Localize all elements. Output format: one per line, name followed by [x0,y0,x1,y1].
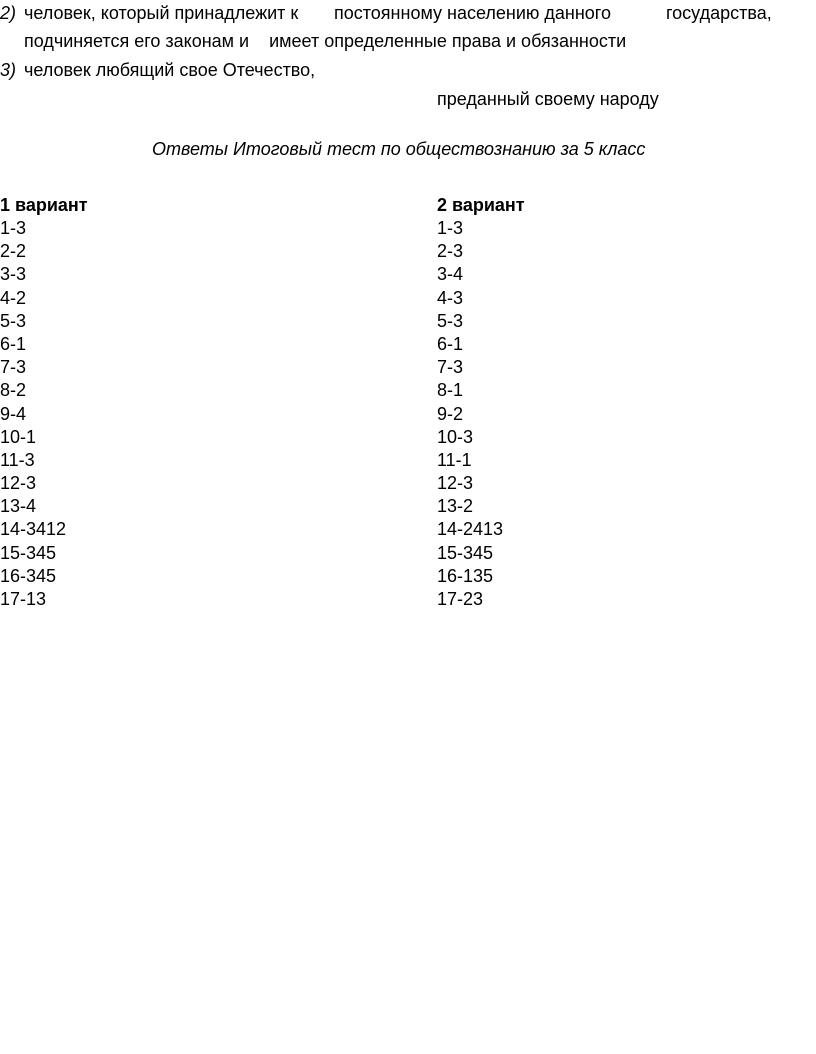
variant-1-answer: 17-13 [0,589,47,609]
variant-1-answer: 5-3 [0,310,27,331]
variant-1-answer: 3-3 [0,264,27,285]
answers-heading: Ответы Итоговый тест по обществознанию за 5 класс [152,139,646,159]
variant-2-answer: 14-2413 [437,519,504,540]
variant-1-answer: 15-345 [0,542,57,563]
variant-2-answer: 3-4 [437,264,464,285]
variant-2-answer: 6-1 [437,333,464,354]
variant-1-answer: 4-2 [0,287,27,308]
variant-1-answer: 13-4 [0,496,37,517]
variant-2-answer: 13-2 [437,496,474,517]
variant-2-answer: 12-3 [437,473,474,494]
variant-1-answer: 10-1 [0,426,37,447]
option-3-number: 3) [0,60,17,80]
variant-2-answer: 1-3 [437,218,464,238]
variant-1-answer: 9-4 [0,403,27,424]
option-3-line-2: преданный своему народу [437,89,659,109]
variant-1-answer: 16-345 [0,565,57,586]
option-2-text-b: постоянному населению данного [334,3,611,23]
variant-2-answer: 5-3 [437,310,464,331]
variant-1-title: 1 вариант [0,195,88,215]
option-2-text-a: человек, который принадлежит к [24,3,299,23]
option-2-number: 2) [0,3,17,23]
option-2-text-c: государства, [666,3,772,23]
variant-2-answer: 9-2 [437,403,464,424]
variant-1-answer: 2-2 [0,241,27,262]
variant-1-answer: 8-2 [0,380,27,401]
variant-2-answer: 10-3 [437,426,474,447]
variant-1-answer: 11-3 [0,449,35,470]
variant-1-answer: 7-3 [0,357,27,378]
variant-2-answer: 2-3 [437,241,464,262]
option-2-line-1 [0,2,16,24]
variant-1-answer: 6-1 [0,333,27,354]
option-2-line-2: подчиняется его законам и имеет определенные права и обязанности [24,31,627,51]
variant-2-answer: 4-3 [437,287,464,308]
variant-2-answers [437,217,503,611]
variant-1-answer: 1-3 [0,218,27,238]
variant-2-answer: 7-3 [437,357,464,378]
variant-1-answer: 14-3412 [0,519,67,540]
variant-1-answers [0,217,66,611]
variant-2-answer: 8-1 [437,380,464,401]
variant-2-answer: 16-135 [437,565,494,586]
variant-1-answer: 12-3 [0,473,37,494]
option-3-line-1: человек любящий свое Отечество, [24,60,316,80]
variant-2-answer: 11-1 [437,449,472,470]
variant-2-title: 2 вариант [437,195,525,215]
variant-2-answer: 17-23 [437,589,484,609]
variant-2-answer: 15-345 [437,542,494,563]
